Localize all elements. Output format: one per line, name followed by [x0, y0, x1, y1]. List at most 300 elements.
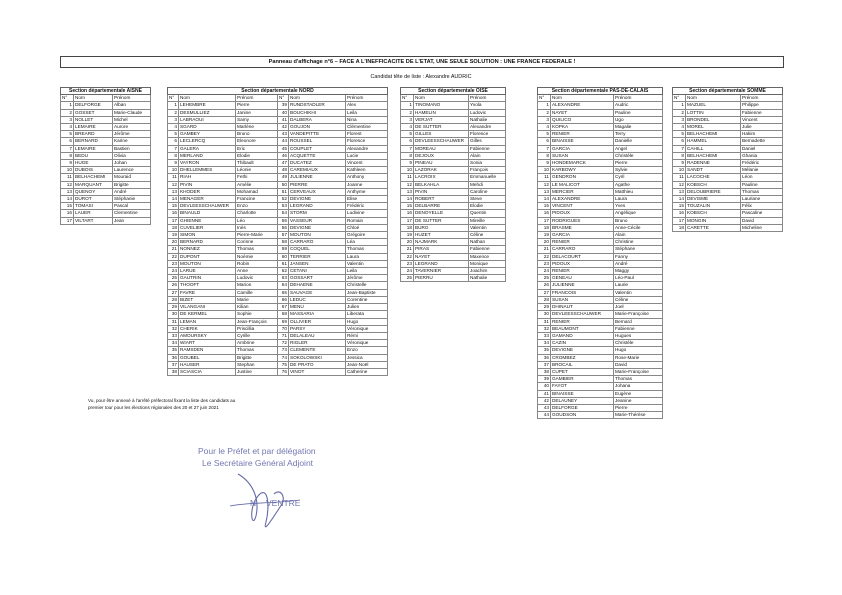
candidate-row [401, 224, 506, 231]
candidate-row [538, 340, 663, 347]
candidate-num: 1 [168, 102, 179, 109]
poster-title: Panneau d'affichage n°6 – FACE A L'INEFFICACITE DE L'ETAT, UNE SEULE SOLUTION : UNE FRANCE FEDERALE ! [60, 56, 784, 68]
candidate-num: 67 [278, 304, 289, 311]
candidate-num: 18 [538, 224, 551, 231]
candidate-num: 18 [168, 224, 179, 231]
candidate-nom: SANDT [686, 167, 741, 174]
candidate-num: 6 [538, 138, 551, 145]
candidate-nom: DHELLEMMES [179, 167, 236, 174]
candidate-nom: COUPLET [289, 145, 346, 152]
candidate-nom: MENAGER [179, 196, 236, 203]
candidate-num: 23 [168, 260, 179, 267]
candidate-num: 43 [538, 404, 551, 411]
candidate-num: 22 [538, 253, 551, 260]
candidate-nom: GOUBEL [179, 354, 236, 361]
candidate-row [538, 325, 663, 332]
candidate-num: 5 [168, 131, 179, 138]
candidate-num: 39 [538, 376, 551, 383]
candidate-nom: NONNEZ [179, 246, 236, 253]
candidate-prenom: Johan [113, 160, 151, 167]
candidate-nom: HAMMEL [686, 138, 741, 145]
candidate-nom: DUPONT [179, 253, 236, 260]
candidate-nom: HAMELIN [414, 109, 469, 116]
candidate-num: 30 [168, 311, 179, 318]
candidate-prenom: Fabienne [741, 109, 783, 116]
candidate-prenom: Jean-Baptiste [346, 289, 388, 296]
candidate-nom: LOTTIN [686, 109, 741, 116]
candidate-nom: DE SUTTER [414, 217, 469, 224]
candidate-nom: DELAUNEY [551, 397, 614, 404]
candidate-num: 26 [538, 282, 551, 289]
candidate-row [61, 131, 151, 138]
candidate-nom: DEVIGNE [551, 347, 614, 354]
candidate-row [401, 124, 506, 131]
candidate-prenom: Anne-Cécile [614, 224, 663, 231]
candidate-row [538, 296, 663, 303]
candidate-num: 9 [401, 160, 414, 167]
candidate-row [61, 116, 151, 123]
candidate-num: 32 [168, 325, 179, 332]
candidate-row [673, 102, 783, 109]
candidate-num: 15 [673, 203, 686, 210]
candidate-row [673, 116, 783, 123]
candidate-prenom: Elodie [469, 203, 506, 210]
candidate-prenom: Céline [614, 296, 663, 303]
candidate-prenom: Micheline [741, 224, 783, 231]
candidate-nom: BREARD [74, 131, 113, 138]
candidate-nom: PINEAU [414, 160, 469, 167]
candidate-num: 29 [538, 304, 551, 311]
section-title: Section départementale AISNE [61, 88, 151, 95]
candidate-num: 4 [61, 124, 74, 131]
candidate-prenom: Pierre [236, 102, 278, 109]
candidate-prenom: Kilian [236, 304, 278, 311]
candidate-num: 73 [278, 347, 289, 354]
candidate-num: 20 [401, 239, 414, 246]
candidate-num: 13 [168, 188, 179, 195]
candidate-prenom: Vincent [346, 160, 388, 167]
candidate-num: 14 [61, 196, 74, 203]
section-title: Section départementale NORD [168, 88, 388, 95]
candidate-num: 57 [278, 232, 289, 239]
candidate-nom: DEVLEESSCHAUWER [179, 203, 236, 210]
column-header-nom: Nom [686, 95, 741, 102]
candidate-nom: KARBOWY [551, 167, 614, 174]
candidate-num: 13 [673, 188, 686, 195]
candidate-num: 69 [278, 318, 289, 325]
candidate-num: 1 [61, 102, 74, 109]
candidate-num: 20 [168, 239, 179, 246]
candidate-row [538, 138, 663, 145]
candidate-prenom: Céline [469, 232, 506, 239]
candidate-row [168, 138, 388, 145]
candidate-nom: GAMBEY [179, 131, 236, 138]
candidate-nom: KOBSCH [686, 181, 741, 188]
candidate-prenom: Rose-Marie [614, 354, 663, 361]
candidate-num: 38 [168, 368, 179, 375]
candidate-num: 3 [61, 116, 74, 123]
candidate-num: 59 [278, 246, 289, 253]
candidate-row [168, 116, 388, 123]
candidate-num: 15 [538, 203, 551, 210]
candidate-num: 5 [673, 131, 686, 138]
candidate-prenom: Nathan [469, 239, 506, 246]
candidate-num: 65 [278, 289, 289, 296]
candidate-num: 16 [401, 210, 414, 217]
candidate-prenom: Pierre [614, 404, 663, 411]
candidate-prenom: Steve [469, 196, 506, 203]
candidate-num: 17 [61, 217, 74, 224]
candidate-num: 34 [538, 340, 551, 347]
candidate-nom: BERNARD [74, 138, 113, 145]
candidate-prenom: Sophie [236, 311, 278, 318]
candidate-row [168, 131, 388, 138]
candidate-prenom: Mouraid [113, 174, 151, 181]
candidate-row [168, 246, 388, 253]
candidate-prenom: Christelle [346, 282, 388, 289]
candidate-nom: DEVLEESSCHAUWER [414, 138, 469, 145]
candidate-nom: HUZET [414, 232, 469, 239]
candidate-nom: VAYRON [179, 160, 236, 167]
candidate-num: 2 [673, 109, 686, 116]
candidate-num: 11 [61, 174, 74, 181]
candidate-prenom: Caroline [469, 188, 506, 195]
candidate-nom: MAZUEL [686, 102, 741, 109]
candidate-prenom: Leila [346, 109, 388, 116]
column-header-prenom: Prénom [741, 95, 783, 102]
candidate-nom: FRANCOIS [551, 289, 614, 296]
candidate-row [673, 224, 783, 231]
candidate-nom: LE MALICOT [551, 181, 614, 188]
candidate-num: 15 [61, 203, 74, 210]
candidate-num: 16 [538, 210, 551, 217]
candidate-num: 54 [278, 210, 289, 217]
candidate-prenom: Léonie [236, 167, 278, 174]
candidate-row [538, 224, 663, 231]
candidate-prenom: Eugène [614, 390, 663, 397]
candidate-nom: DEVIGNE [289, 224, 346, 231]
candidate-nom: DENOYELLE [414, 210, 469, 217]
candidate-prenom: Christèle [614, 340, 663, 347]
candidate-nom: LEHEMBRE [179, 102, 236, 109]
candidate-num: 23 [538, 260, 551, 267]
candidate-nom: JULIENNE [551, 282, 614, 289]
candidate-row [168, 275, 388, 282]
candidate-row [538, 160, 663, 167]
candidate-row [538, 390, 663, 397]
candidate-row [538, 383, 663, 390]
section-pasdecalais [537, 87, 662, 419]
candidate-num: 2 [168, 109, 179, 116]
candidate-row [168, 304, 388, 311]
candidate-nom: MOUTON [179, 260, 236, 267]
candidate-nom: RODRIGUES [551, 217, 614, 224]
candidate-nom: SIMON [179, 232, 236, 239]
stamp-line-4: VENTRE [266, 498, 301, 508]
candidate-nom: CUPET [551, 368, 614, 375]
candidate-row [61, 109, 151, 116]
candidate-nom: ACQUETTE [289, 152, 346, 159]
candidate-nom: ROUSSEL [289, 138, 346, 145]
candidate-nom: GAUTRIN [179, 275, 236, 282]
candidate-nom: QUENOY [74, 188, 113, 195]
candidate-prenom: Bernard [614, 318, 663, 325]
candidate-num: 16 [61, 210, 74, 217]
candidate-num: 27 [168, 289, 179, 296]
candidate-num: 9 [538, 160, 551, 167]
candidate-row [61, 160, 151, 167]
candidate-prenom: Chloé [346, 224, 388, 231]
candidate-prenom: Danielle [614, 138, 663, 145]
candidate-nom: WIART [179, 340, 236, 347]
column-header-nom: Nom [551, 95, 614, 102]
candidate-nom: PARSY [289, 325, 346, 332]
candidate-prenom: Léon [741, 174, 783, 181]
candidate-prenom: Fethi [236, 174, 278, 181]
candidate-row [61, 138, 151, 145]
candidate-row [401, 174, 506, 181]
candidate-num: 53 [278, 203, 289, 210]
candidate-row [401, 260, 506, 267]
candidate-row [538, 368, 663, 375]
candidate-nom: MASSARIA [289, 311, 346, 318]
candidate-num: 31 [168, 318, 179, 325]
candidate-prenom: Ludovic [236, 275, 278, 282]
candidate-num: 3 [168, 116, 179, 123]
candidate-nom: CAZIN [551, 340, 614, 347]
candidate-num: 36 [538, 354, 551, 361]
candidate-row [673, 203, 783, 210]
stamp-line-1: Pour le Préfet et par délégation [198, 446, 316, 456]
candidate-nom: GILLES [414, 131, 469, 138]
candidate-row [538, 282, 663, 289]
candidate-num: 8 [61, 152, 74, 159]
candidate-num: 50 [278, 181, 289, 188]
candidate-prenom: Florence [469, 131, 506, 138]
candidate-nom: BELKAHLA [414, 181, 469, 188]
candidate-row [168, 289, 388, 296]
candidate-row [538, 188, 663, 195]
candidate-nom: HAUSER [179, 361, 236, 368]
candidate-prenom: Magalie [614, 124, 663, 131]
candidate-nom: NAJMARK [414, 239, 469, 246]
candidate-num: 70 [278, 325, 289, 332]
candidate-prenom: Olivia [113, 152, 151, 159]
candidate-prenom: Bruno [236, 131, 278, 138]
candidate-prenom: Jean [113, 217, 151, 224]
candidate-num: 11 [538, 174, 551, 181]
candidate-num: 7 [673, 145, 686, 152]
column-header-prenom: Prénom [236, 95, 278, 102]
candidate-row [401, 138, 506, 145]
candidate-nom: RENIER [551, 268, 614, 275]
candidate-prenom: Stéphanie [113, 196, 151, 203]
candidate-num: 33 [168, 332, 179, 339]
candidate-nom: PIVIN [414, 188, 469, 195]
candidate-num: 58 [278, 239, 289, 246]
candidate-prenom: Corinne [236, 239, 278, 246]
column-header-num: N° [61, 95, 74, 102]
candidate-num: 10 [401, 167, 414, 174]
candidate-prenom: Jessica [346, 354, 388, 361]
candidate-prenom: Anthyme [346, 188, 388, 195]
candidate-num: 7 [61, 145, 74, 152]
candidate-row [61, 217, 151, 224]
candidate-nom: PIVIN [179, 181, 236, 188]
candidate-row [538, 174, 663, 181]
candidate-row [538, 268, 663, 275]
candidate-num: 8 [168, 152, 179, 159]
candidate-num: 28 [538, 296, 551, 303]
candidate-nom: CUVELIER [179, 224, 236, 231]
candidate-num: 76 [278, 368, 289, 375]
candidate-nom: ALEXANDRE [551, 196, 614, 203]
candidate-num: 10 [168, 167, 179, 174]
candidate-row [401, 246, 506, 253]
candidate-num: 11 [673, 174, 686, 181]
candidate-num: 31 [538, 318, 551, 325]
candidate-prenom: Noémie [236, 253, 278, 260]
candidate-row [168, 282, 388, 289]
candidate-nom: THOOFT [179, 282, 236, 289]
candidate-prenom: Fabienne [469, 145, 506, 152]
candidate-nom: SUSAN [551, 152, 614, 159]
candidate-nom: LEDUC [289, 296, 346, 303]
candidate-nom: DHINAUT [551, 304, 614, 311]
candidate-row [401, 131, 506, 138]
candidate-row [401, 188, 506, 195]
candidate-num: 8 [673, 152, 686, 159]
section-aisne [60, 87, 150, 225]
candidate-num: 52 [278, 196, 289, 203]
candidate-nom: DUCATEZ [289, 160, 346, 167]
candidate-nom: GAMBIER [551, 376, 614, 383]
section-nord [167, 87, 387, 376]
candidate-nom: LAUER [74, 210, 113, 217]
candidate-num: 34 [168, 340, 179, 347]
candidate-num: 6 [61, 138, 74, 145]
candidate-row [673, 109, 783, 116]
candidate-prenom: Léo-Paul [614, 275, 663, 282]
candidate-prenom: Enzo [236, 203, 278, 210]
candidate-nom: CERVEAUX [289, 188, 346, 195]
candidate-nom: RENIER [551, 318, 614, 325]
candidate-num: 7 [538, 145, 551, 152]
candidate-num: 47 [278, 160, 289, 167]
candidate-prenom: Clementine [113, 210, 151, 217]
candidate-num: 64 [278, 282, 289, 289]
column-header-num: N° [673, 95, 686, 102]
candidate-prenom: André [113, 188, 151, 195]
candidate-num: 37 [538, 361, 551, 368]
candidate-prenom: Nathalie [469, 275, 506, 282]
candidate-num: 41 [538, 390, 551, 397]
candidate-row [673, 181, 783, 188]
candidate-nom: RENIER [551, 131, 614, 138]
candidate-num: 10 [61, 167, 74, 174]
section-oise [400, 87, 505, 282]
candidate-num: 40 [538, 383, 551, 390]
column-header-prenom: Prénom [614, 95, 663, 102]
candidate-nom: GHIENNE [179, 217, 236, 224]
candidate-prenom: Marie [236, 296, 278, 303]
candidate-row [168, 224, 388, 231]
candidate-nom: VILTART [74, 217, 113, 224]
candidate-row [538, 332, 663, 339]
candidate-nom: BELHACHEMI [686, 152, 741, 159]
candidate-prenom: Ludivine [346, 210, 388, 217]
candidate-num: 6 [673, 138, 686, 145]
candidate-nom: LEMAIRE [74, 145, 113, 152]
candidate-nom: RENIER [551, 239, 614, 246]
candidate-row [61, 145, 151, 152]
candidate-nom: CAHILL [686, 145, 741, 152]
candidate-prenom: Frédéric [741, 160, 783, 167]
candidate-nom: GOSSET [74, 109, 113, 116]
candidate-row [538, 232, 663, 239]
candidate-nom: NOLLET [74, 116, 113, 123]
candidate-prenom: Nina [346, 116, 388, 123]
candidate-row [538, 260, 663, 267]
candidate-num: 55 [278, 217, 289, 224]
candidate-nom: SAUVAGE [289, 289, 346, 296]
candidate-row [401, 210, 506, 217]
candidate-row [401, 275, 506, 282]
candidate-row [168, 354, 388, 361]
candidate-row [538, 124, 663, 131]
candidate-row [168, 368, 388, 375]
candidate-num: 2 [401, 109, 414, 116]
candidate-num: 1 [538, 102, 551, 109]
candidate-nom: LEGRAND [289, 203, 346, 210]
candidate-prenom: Florent [346, 131, 388, 138]
candidate-prenom: André [614, 260, 663, 267]
candidate-prenom: Thomas [741, 188, 783, 195]
candidate-prenom: Valentin [346, 260, 388, 267]
candidate-row [168, 361, 388, 368]
candidate-nom: PIERRE [289, 181, 346, 188]
candidate-num: 46 [278, 152, 289, 159]
prefecture-stamp [190, 446, 360, 546]
candidate-prenom: Maxence [469, 253, 506, 260]
candidate-num: 16 [168, 210, 179, 217]
candidate-prenom: Thomas [236, 347, 278, 354]
candidate-prenom: Bernadette [741, 138, 783, 145]
candidate-nom: DE PRATO [289, 361, 346, 368]
candidate-num: 51 [278, 188, 289, 195]
candidates-table [672, 87, 783, 232]
candidate-num: 12 [401, 181, 414, 188]
candidate-prenom: Nathalie [469, 116, 506, 123]
candidate-nom: DEHAENE [289, 282, 346, 289]
candidate-nom: SGARD [179, 124, 236, 131]
section-title: Section départementale OISE [401, 88, 506, 95]
candidate-row [538, 109, 663, 116]
candidate-row [538, 239, 663, 246]
candidate-prenom: Valentin [614, 289, 663, 296]
candidate-row [538, 131, 663, 138]
candidate-prenom: Kathleen [346, 167, 388, 174]
candidate-prenom: Johana [614, 383, 663, 390]
candidate-prenom: Monique [469, 260, 506, 267]
candidate-row [168, 340, 388, 347]
candidate-num: 6 [401, 138, 414, 145]
candidate-nom: CARRARO [289, 239, 346, 246]
candidate-row [538, 116, 663, 123]
candidate-prenom: Anne [236, 268, 278, 275]
candidate-num: 7 [401, 145, 414, 152]
candidate-row [61, 196, 151, 203]
